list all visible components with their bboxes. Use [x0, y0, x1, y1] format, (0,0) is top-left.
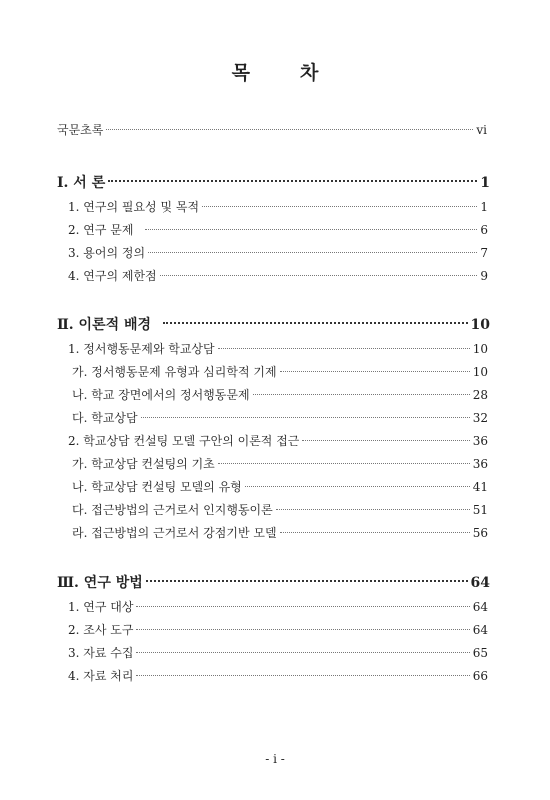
toc-chapter-label: Ⅰ. 서 론 [57, 175, 106, 191]
toc-entry[interactable] [68, 267, 488, 284]
toc-entry-label: 1. 연구의 필요성 및 목적 [68, 200, 200, 214]
toc-chapter-1[interactable] [57, 172, 490, 192]
toc-entry[interactable] [68, 244, 488, 261]
title-char-2: 차 [300, 62, 319, 84]
toc-entry-label: 3. 용어의 정의 [68, 246, 146, 260]
toc-chapter-page: 64 [470, 575, 490, 591]
toc-entry-page: 7 [480, 246, 488, 260]
toc-entry-label: 2. 조사 도구 [68, 623, 134, 637]
toc-entry-page: 64 [472, 623, 488, 637]
toc-entry-page: 9 [480, 269, 488, 283]
page-title [0, 58, 550, 85]
toc-entry-label: 1. 연구 대상 [68, 600, 134, 614]
dot-leader [136, 675, 469, 676]
toc-entry[interactable] [68, 340, 488, 357]
toc-entry-page: 66 [472, 669, 488, 683]
toc-subentry[interactable] [72, 478, 488, 495]
dot-leader [148, 252, 477, 253]
dot-leader [302, 440, 469, 441]
toc-entry-label: 2. 학교상담 컨설팅 모델 구안의 이론적 접근 [68, 434, 300, 448]
toc-chapter-label: Ⅱ. 이론적 배경 [57, 317, 152, 333]
dot-leader [160, 275, 478, 276]
toc-chapter-3[interactable] [57, 572, 490, 592]
toc-entry-page: 41 [472, 480, 488, 494]
toc-entry[interactable] [68, 598, 488, 615]
toc-entry-label: 다. 접근방법의 근거로서 인지행동이론 [72, 503, 273, 517]
dot-leader [245, 486, 470, 487]
toc-entry-label: 4. 연구의 제한점 [68, 269, 157, 283]
title-char-1: 목 [231, 62, 250, 84]
dot-leader [146, 580, 468, 582]
toc-entry-label: 2. 연구 문제 [68, 223, 134, 237]
toc-entry-page: vi [476, 123, 487, 137]
toc-entry[interactable] [68, 432, 488, 449]
toc-entry-page: 10 [472, 342, 488, 356]
toc-entry-label: 라. 접근방법의 근거로서 강점기반 모델 [72, 526, 277, 540]
dot-leader [136, 606, 469, 607]
toc-entry-label: 가. 학교상담 컨설팅의 기초 [72, 457, 215, 471]
dot-leader [145, 229, 477, 230]
dot-leader [202, 206, 477, 207]
dot-leader [280, 532, 470, 533]
toc-entry-abstract[interactable] [57, 121, 487, 138]
toc-entry-label: 국문초록 [57, 123, 104, 137]
dot-leader [141, 417, 470, 418]
toc-entry[interactable] [68, 198, 488, 215]
toc-entry-page: 6 [480, 223, 488, 237]
dot-leader [108, 180, 477, 182]
dot-leader [253, 394, 470, 395]
toc-chapter-label: Ⅲ. 연구 방법 [57, 575, 143, 591]
page-number: - i - [265, 752, 285, 766]
toc-entry-label: 나. 학교상담 컨설팅 모델의 유형 [72, 480, 242, 494]
dot-leader [106, 129, 473, 130]
toc-entry-page: 51 [472, 503, 488, 517]
toc-chapter-2[interactable] [57, 314, 490, 334]
toc-entry-label: 가. 정서행동문제 유형과 심리학적 기제 [72, 365, 277, 379]
toc-subentry[interactable] [72, 386, 488, 403]
toc-entry-label: 3. 자료 수집 [68, 646, 134, 660]
toc-entry[interactable] [68, 221, 488, 238]
toc-entry-page: 1 [480, 200, 488, 214]
toc-entry-label: 다. 학교상담 [72, 411, 138, 425]
toc-entry[interactable] [68, 667, 488, 684]
toc-entry-label: 1. 정서행동문제와 학교상담 [68, 342, 215, 356]
toc-entry-page: 64 [472, 600, 488, 614]
toc-chapter-page: 1 [480, 175, 490, 191]
dot-leader [276, 509, 470, 510]
toc-entry[interactable] [68, 644, 488, 661]
toc-entry-page: 56 [472, 526, 488, 540]
toc-entry-page: 28 [472, 388, 488, 402]
toc-entry-page: 65 [472, 646, 488, 660]
dot-leader [280, 371, 470, 372]
dot-leader [218, 348, 470, 349]
toc-entry-page: 10 [472, 365, 488, 379]
toc-entry-label: 4. 자료 처리 [68, 669, 134, 683]
toc-entry-page: 36 [472, 457, 488, 471]
dot-leader [218, 463, 470, 464]
toc-entry-page: 36 [472, 434, 488, 448]
toc-subentry[interactable] [72, 501, 488, 518]
dot-leader [163, 322, 467, 324]
toc-entry-page: 32 [472, 411, 488, 425]
toc-subentry[interactable] [72, 409, 488, 426]
toc-chapter-page: 10 [470, 317, 490, 333]
dot-leader [136, 652, 469, 653]
dot-leader [136, 629, 469, 630]
toc-subentry[interactable] [72, 524, 488, 541]
toc-entry-label: 나. 학교 장면에서의 정서행동문제 [72, 388, 250, 402]
toc-subentry[interactable] [72, 455, 488, 472]
toc-entry[interactable] [68, 621, 488, 638]
toc-subentry[interactable] [72, 363, 488, 380]
